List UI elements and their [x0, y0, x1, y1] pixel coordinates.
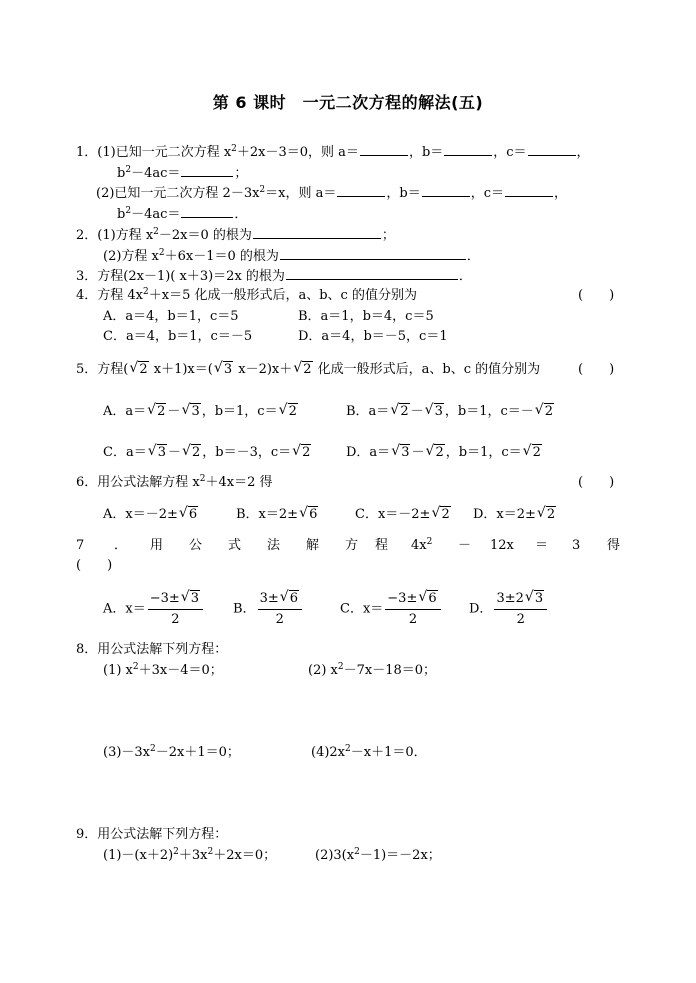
option-c[interactable]: C．x＝－2±√ 2: [355, 507, 452, 523]
answer-paren[interactable]: ( ): [76, 558, 113, 573]
question-8-heading: 8．用公式法解下列方程：: [76, 642, 228, 657]
question-7-char: 解: [306, 538, 320, 553]
answer-blank[interactable]: [528, 143, 576, 156]
option-d[interactable]: D． $\frac{3\pm 2√ 3}{2}$: [469, 590, 549, 629]
option-c[interactable]: C．a＝√ 3 －√ 2 ，b＝－3，c＝√ 2: [103, 445, 312, 461]
option-a[interactable]: A．a＝√ 2 －√ 3 ，b＝1，c＝√ 2: [103, 404, 299, 420]
answer-blank[interactable]: [505, 184, 553, 197]
question-2-part-2: (2)方程 $x^2+6x-1=0$ 的根为 ．: [103, 248, 480, 264]
option-b[interactable]: B． $\frac{3\pm√ 6}{2}$: [233, 590, 304, 629]
question-9-heading: 9．用公式法解下列方程：: [76, 827, 228, 842]
answer-blank[interactable]: [253, 226, 381, 239]
answer-blank[interactable]: [444, 143, 492, 156]
answer-blank[interactable]: [280, 247, 466, 260]
option-a[interactable]: A．x＝－2±√ 6: [103, 507, 199, 523]
question-1-part-2: (2)已知一元二次方程 $2-3x^2=x$，则 a＝ ，b＝ ，c＝ ，: [96, 185, 567, 201]
question-7-char: 7: [76, 538, 85, 553]
page-title: 第 6 课时 一元二次方程的解法(五): [212, 93, 484, 112]
answer-blank[interactable]: [181, 205, 233, 218]
question-7-char: 公: [189, 538, 203, 553]
question-7-equation: ＝: [535, 538, 549, 553]
question-7-char: 方: [345, 538, 359, 553]
answer-blank[interactable]: [181, 164, 233, 177]
question-9-part-1: $(1)-(x+2)^2+3x^2+2x=0$；: [103, 847, 277, 863]
question-8-part-4: $(4)2x^2-x+1=0$．: [311, 744, 427, 760]
option-b[interactable]: B．a＝√ 2 －√ 3 ，b＝1，c＝－√ 2: [346, 404, 555, 420]
answer-paren[interactable]: ( ): [578, 475, 615, 490]
question-7-char: ．: [114, 538, 128, 553]
question-7-char: 式: [228, 538, 242, 553]
question-1-part-1: 1．(1)已知一元二次方程 $x^2+2x-3=0$，则 a＝ ，b＝ ，c＝ ，: [76, 144, 590, 160]
answer-paren[interactable]: ( ): [578, 288, 615, 303]
option-d[interactable]: D．a＝√ 3 －√ 2 ，b＝1，c＝√ 2: [346, 445, 543, 461]
question-8-part-1: (1) $x^2+3x-4=0$；: [103, 662, 223, 678]
question-7-equation: 12x: [490, 538, 514, 553]
question-7-equation: 3: [572, 538, 581, 553]
option-d[interactable]: D．x＝2±√ 2: [473, 507, 557, 523]
option-b[interactable]: B．x＝2±√ 6: [236, 507, 319, 523]
question-7-char: 法: [267, 538, 281, 553]
option-c[interactable]: C．x＝ $\frac{-3\pm√ 6}{2}$: [340, 590, 443, 629]
question-3: 3．方程(2x－1)( x＋3)＝2x 的根为 ．: [76, 269, 472, 284]
question-9-part-2: $(2)3(x^2-1)=-2x$；: [315, 847, 441, 863]
question-2-part-1: 2．(1)方程 $x^2-2x=0$ 的根为 ；: [76, 227, 395, 243]
answer-blank[interactable]: [422, 184, 470, 197]
option-c[interactable]: C．a＝4，b＝1，c＝－5: [103, 329, 253, 344]
option-a[interactable]: A．a＝4，b＝1，c＝5: [103, 309, 239, 324]
question-7-char: 用: [150, 538, 164, 553]
question-7-equation: $4x^2$: [411, 537, 433, 553]
answer-blank[interactable]: [360, 143, 408, 156]
answer-paren[interactable]: ( ): [578, 362, 615, 377]
question-7-equation: －: [458, 538, 472, 553]
answer-blank[interactable]: [337, 184, 385, 197]
option-a[interactable]: A．x＝ $\frac{-3\pm√ 3}{2}$: [103, 590, 205, 629]
question-6: 6．用公式法解方程 $x^2+4x=2$ 得: [76, 474, 273, 490]
question-7-char: 得: [607, 538, 621, 553]
question-4: 4．方程 $4x^2+x=5$ 化成一般形式后，a、b、c 的值分别为: [76, 287, 417, 303]
question-7-char: 程: [375, 538, 389, 553]
question-8-part-2: (2) $x^2-7x-18=0$；: [308, 662, 437, 678]
question-5: 5．方程(√ 2 x＋1)x＝(√ 3 x－2)x＋√ 2 化成一般形式后，a、b、c 的值分别为: [76, 362, 540, 378]
answer-blank[interactable]: [286, 267, 458, 280]
question-1-part-2-discriminant: $b^2-4ac=$ ．: [117, 206, 248, 222]
option-b[interactable]: B．a＝1，b＝4，c＝5: [298, 309, 434, 324]
question-1-part-1-discriminant: $b^2-4ac=$ ；: [117, 165, 248, 181]
option-d[interactable]: D．a＝4，b＝－5，c＝1: [298, 329, 448, 344]
question-8-part-3: $(3)-3x^2-2x+1=0$；: [103, 744, 240, 760]
